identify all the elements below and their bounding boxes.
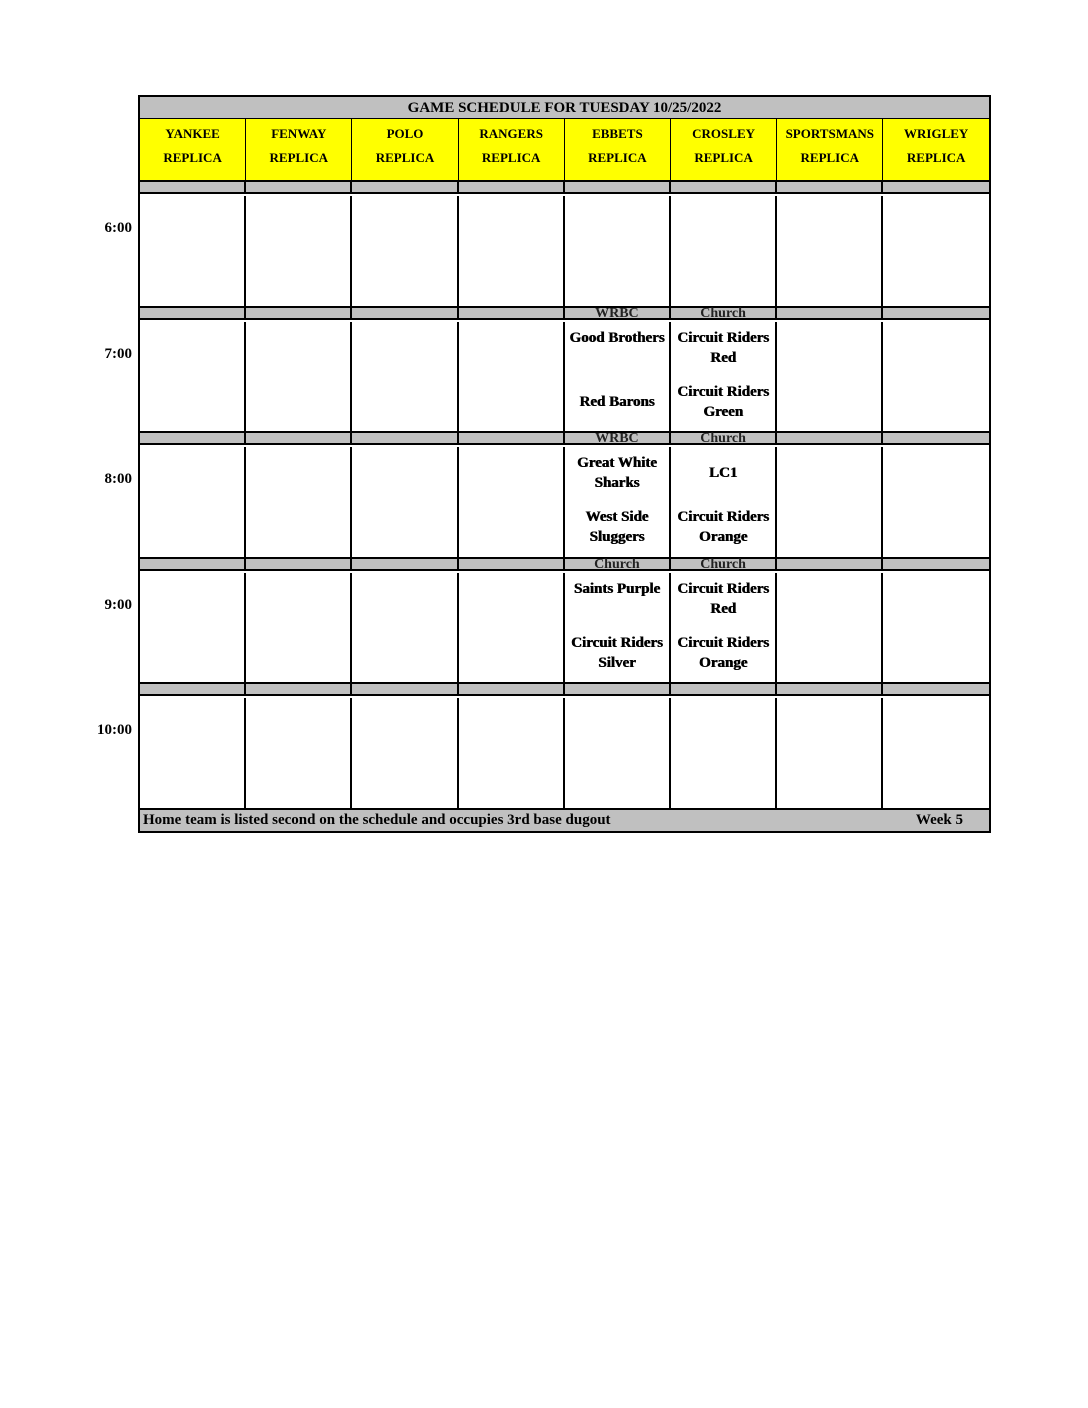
game-cell[interactable] [459,322,565,432]
slot-label-bar: Church [671,306,777,320]
game-cell[interactable] [246,322,352,432]
slot-label-bar [352,431,458,445]
field-subtitle: REPLICA [269,150,329,165]
game-cell[interactable] [246,196,352,306]
field-subtitle: REPLICA [375,150,435,165]
away-team: Circuit Riders Red [677,329,769,366]
game-cell[interactable] [883,573,989,683]
game-cell[interactable] [459,698,565,808]
time-label: 9:00 [104,596,132,613]
game-cell[interactable] [777,447,883,557]
game-cell[interactable] [671,322,777,432]
slot-label-bar [459,431,565,445]
slot-label-bar [565,180,671,194]
game-cell[interactable] [671,196,777,306]
field-name: POLO [386,126,424,141]
week-label: Week 5 [915,812,963,828]
slot-label-bar [671,180,777,194]
time-label: 10:00 [97,722,132,738]
game-cell[interactable] [140,573,246,683]
slot-label-bar [246,306,352,320]
field-header [352,119,458,180]
game-cell[interactable] [352,196,458,306]
game-cell[interactable] [352,573,458,683]
field-subtitle: REPLICA [481,150,541,165]
field-name: EBBETS [592,126,643,141]
slot-label-bar: Church [671,557,777,571]
slot-label-bar [352,306,458,320]
slot-label-bar [883,557,989,571]
slot-label-bar [777,306,883,320]
slot-label-bar [777,431,883,445]
home-team: Circuit Riders Silver [570,634,663,671]
game-cell[interactable] [565,322,671,432]
slot-label-bar [246,180,352,194]
game-cell[interactable] [140,196,246,306]
slot-label-bar [777,180,883,194]
home-team: Circuit Riders Orange [677,634,769,671]
game-cell[interactable] [671,447,777,557]
game-cell[interactable] [246,573,352,683]
home-team: West Side Sluggers [585,509,649,545]
game-cell[interactable] [352,447,458,557]
game-cell[interactable] [459,196,565,306]
game-cell[interactable] [352,698,458,808]
field-name: SPORTSMANS [785,126,874,141]
game-cell[interactable] [671,698,777,808]
slot-label-bar [883,306,989,320]
slot-label-bar [459,682,565,696]
slot-label-bar: WRBC [565,431,671,445]
game-cell[interactable] [565,573,671,683]
home-team: Red Barons [579,393,655,410]
game-cell[interactable] [565,698,671,808]
schedule-footer [140,808,989,831]
game-cell[interactable] [459,447,565,557]
slot-label-bar [140,180,246,194]
slot-label-bar [140,682,246,696]
game-cell[interactable] [883,447,989,557]
field-subtitle: REPLICA [163,150,222,165]
slot-label-bar [246,431,352,445]
home-team: Circuit Riders Orange [677,509,769,545]
slot-label-bar [246,682,352,696]
game-cell[interactable] [140,698,246,808]
slot-label-bar [565,682,671,696]
game-cell[interactable] [777,196,883,306]
game-cell[interactable] [140,322,246,432]
schedule-table [138,95,991,833]
slot-label-bar [883,431,989,445]
game-cell[interactable] [459,573,565,683]
slot-label-bar [883,180,989,194]
footer-note: Home team is listed second on the schedule and occupies 3rd base dugout [143,812,611,828]
away-team: Great White Sharks [576,455,657,491]
field-name: YANKEE [165,126,220,141]
game-cell[interactable] [352,322,458,432]
field-subtitle: REPLICA [800,150,860,165]
time-label: 7:00 [104,345,132,362]
time-label: 6:00 [104,220,132,236]
field-name: FENWAY [271,126,327,141]
field-header [565,119,671,180]
away-team: LC1 [708,465,738,481]
game-cell[interactable] [777,322,883,432]
game-cell[interactable] [246,447,352,557]
away-team: Good Brothers [569,329,665,346]
slot-label-bar [140,431,246,445]
field-header [140,119,246,180]
field-header [777,119,883,180]
slot-label-bar: Church [565,557,671,571]
schedule-title: GAME SCHEDULE FOR TUESDAY 10/25/2022 [140,97,989,119]
slot-label-bar: Church [671,431,777,445]
game-cell[interactable] [246,698,352,808]
away-team: Circuit Riders Red [677,580,769,617]
slot-label-bar [459,306,565,320]
field-name: RANGERS [479,126,543,141]
field-header [246,119,352,180]
field-subtitle: REPLICA [588,150,647,165]
slot-label-bar [140,557,246,571]
field-subtitle: REPLICA [694,150,753,165]
slot-label-bar [246,557,352,571]
field-name: CROSLEY [692,126,756,141]
slot-label-bar [352,682,458,696]
field-name: WRIGLEY [904,126,969,141]
slot-label-bar [671,682,777,696]
game-cell[interactable] [140,447,246,557]
slot-label-bar [777,682,883,696]
slot-label-bar: WRBC [565,306,671,320]
field-header [671,119,777,180]
game-cell[interactable] [777,698,883,808]
game-cell[interactable] [777,573,883,683]
field-header [883,119,989,180]
slot-label-bar [459,557,565,571]
game-cell[interactable] [883,196,989,306]
slot-label-bar [459,180,565,194]
time-label: 8:00 [104,471,132,487]
game-cell[interactable] [565,447,671,557]
slot-label-bar [777,557,883,571]
game-cell[interactable] [883,322,989,432]
slot-label-bar [352,557,458,571]
slot-label-bar [883,682,989,696]
field-header [459,119,565,180]
slot-label-bar [140,306,246,320]
field-subtitle: REPLICA [906,150,966,165]
slot-label-bar [352,180,458,194]
game-cell[interactable] [671,573,777,683]
home-team: Circuit Riders Green [677,383,769,420]
game-cell[interactable] [883,698,989,808]
game-cell[interactable] [565,196,671,306]
away-team: Saints Purple [573,580,661,597]
